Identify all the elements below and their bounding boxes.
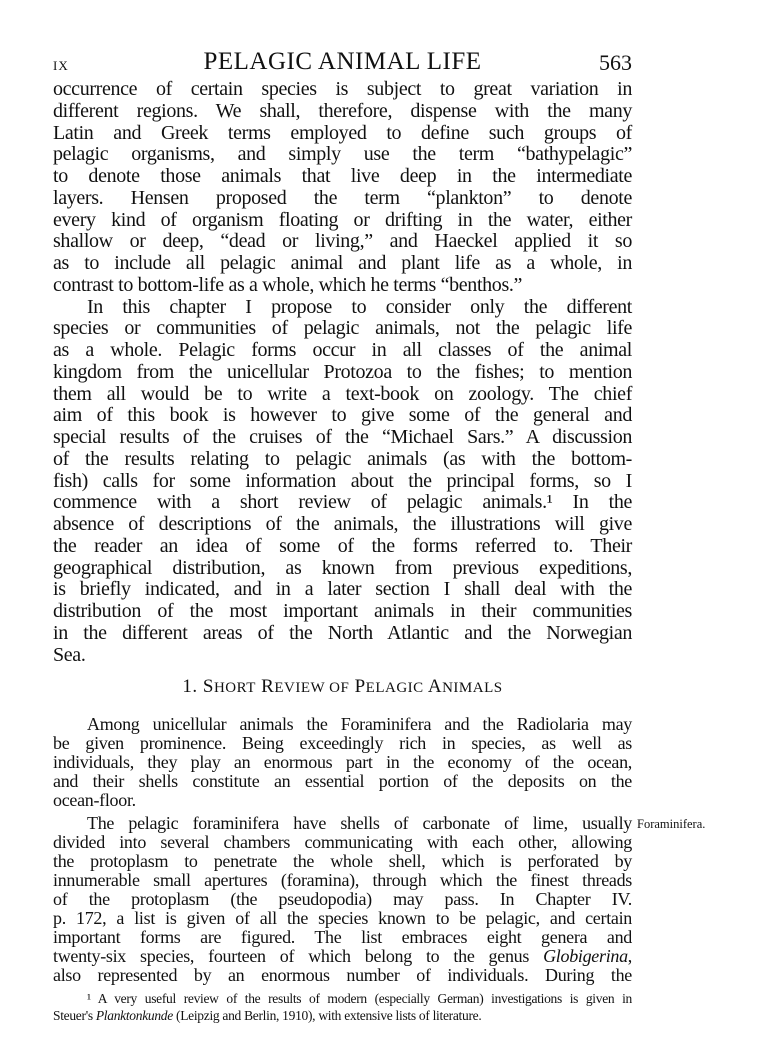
heading-fragment: A bbox=[423, 676, 443, 697]
page-number: 563 bbox=[599, 50, 632, 75]
heading-fragment: HORT bbox=[213, 680, 256, 696]
text-line: them all would be to write a text-book on zoology. The chief bbox=[53, 382, 632, 405]
text-segment: Steuer's bbox=[53, 1008, 96, 1023]
running-header bbox=[53, 48, 632, 78]
heading-fragment: R bbox=[255, 676, 275, 697]
text-line: also represented by an enormous number of individuals. During the bbox=[53, 965, 632, 985]
text-line: species or communities of pelagic animals, not the pelagic life bbox=[53, 317, 632, 340]
text-line bbox=[53, 1007, 632, 1024]
chapter-number: IX bbox=[53, 58, 69, 73]
text-line: individuals, they play an enormous part in the economy of the ocean, bbox=[53, 752, 632, 772]
text-line: ¹ A very useful review of the results of modern (especially German) investigations is given in bbox=[87, 991, 632, 1006]
paragraph-unicellular bbox=[53, 715, 632, 810]
text-line: the protoplasm to penetrate the whole shell, which is perforated by bbox=[53, 851, 632, 871]
italic-text: Planktonkunde bbox=[95, 1008, 173, 1023]
text-line: in the different areas of the North Atlantic and the Norwegian bbox=[53, 621, 632, 644]
heading-fragment: EVIEW bbox=[274, 680, 325, 696]
italic-text: Globigerina bbox=[543, 946, 628, 966]
heading-fragment: OF bbox=[324, 680, 350, 696]
text-line: pelagic organisms, and simply use the term “bathypelagic” bbox=[53, 143, 632, 166]
text-line: to denote those animals that live deep in the intermediate bbox=[53, 165, 632, 187]
text-line: special results of the cruises of the “Michael Sars.” A discussion bbox=[53, 426, 632, 448]
text-segment: twenty-six species, fourteen of which belong to the genus bbox=[53, 946, 544, 966]
text-line: geographical distribution, as known from previous expeditions, bbox=[53, 556, 632, 579]
text-line: divided into several chambers communicating with each other, allowing bbox=[53, 832, 632, 852]
section-heading bbox=[53, 676, 632, 698]
text-segment: (Leipzig and Berlin, 1910), with extensive lists of literature. bbox=[172, 1008, 482, 1023]
paragraph-foraminifera bbox=[53, 814, 632, 985]
text-line: distribution of the most important animals in their communities bbox=[53, 600, 632, 622]
text-line: commence with a short review of pelagic animals.¹ In the bbox=[53, 491, 632, 514]
text-line: occurrence of certain species is subject to great variation in bbox=[53, 78, 632, 100]
text-line: The pelagic foraminifera have shells of carbonate of lime, usually bbox=[87, 813, 632, 833]
text-line: Among unicellular animals the Foraminifera and the Radiolaria may bbox=[87, 714, 632, 734]
text-line: ocean-floor. bbox=[53, 790, 136, 810]
heading-fragment: ELAGIC bbox=[365, 680, 424, 696]
text-line: of the protoplasm (the pseudopodia) may pass. In Chapter IV. bbox=[53, 889, 632, 909]
heading-fragment: NIMALS bbox=[442, 680, 503, 696]
text-line: p. 172, a list is given of all the species known to be pelagic, and certain bbox=[53, 908, 632, 928]
text-line: of the results relating to pelagic animals (as with the bottom- bbox=[53, 447, 632, 470]
text-line: fish) calls for some information about the principal forms, so I bbox=[53, 469, 632, 492]
heading-fragment: S bbox=[202, 676, 214, 697]
text-line: innumerable small apertures (foramina), through which the finest threads bbox=[53, 870, 632, 890]
footnote bbox=[53, 990, 632, 1024]
text-line: as a whole. Pelagic forms occur in all classes of the animal bbox=[53, 339, 632, 361]
text-line: aim of this book is however to give some of the general and bbox=[53, 404, 632, 427]
text-line: contrast to bottom-life as a whole, which he terms “benthos.” bbox=[53, 273, 523, 296]
text-line: absence of descriptions of the animals, the illustrations will give bbox=[53, 513, 632, 535]
running-title: PELAGIC ANIMAL LIFE bbox=[203, 48, 482, 75]
text-line: important forms are figured. The list embraces eight genera and bbox=[53, 927, 632, 947]
text-line: be given prominence. Being exceedingly rich in species, as well as bbox=[53, 733, 632, 753]
paragraph-intro bbox=[53, 79, 632, 666]
text-line: and their shells constitute an essential portion of the deposits on the bbox=[53, 771, 632, 791]
text-segment: , bbox=[627, 946, 632, 966]
text-line: kingdom from the unicellular Protozoa to the fishes; to mention bbox=[53, 360, 632, 383]
text-line: In this chapter I propose to consider only the different bbox=[87, 295, 632, 318]
section-title bbox=[203, 676, 503, 697]
text-line: Latin and Greek terms employed to define such groups of bbox=[53, 121, 632, 144]
text-line: is briefly indicated, and in a later section I shall deal with the bbox=[53, 578, 632, 601]
section-number: 1. bbox=[182, 676, 198, 697]
text-line: Sea. bbox=[53, 643, 86, 666]
text-line bbox=[53, 947, 632, 966]
text-line: layers. Hensen proposed the term “plankton” to denote bbox=[53, 186, 632, 209]
text-line: shallow or deep, “dead or living,” and Haeckel applied it so bbox=[53, 230, 632, 253]
text-line: every kind of organism floating or drifting in the water, either bbox=[53, 208, 632, 231]
text-line: different regions. We shall, therefore, dispense with the many bbox=[53, 99, 632, 122]
text-line: the reader an idea of some of the forms referred to. Their bbox=[53, 534, 632, 557]
text-line: as to include all pelagic animal and plant life as a whole, in bbox=[53, 252, 632, 274]
margin-note: Foraminifera. bbox=[637, 817, 706, 831]
heading-fragment: P bbox=[349, 676, 366, 697]
